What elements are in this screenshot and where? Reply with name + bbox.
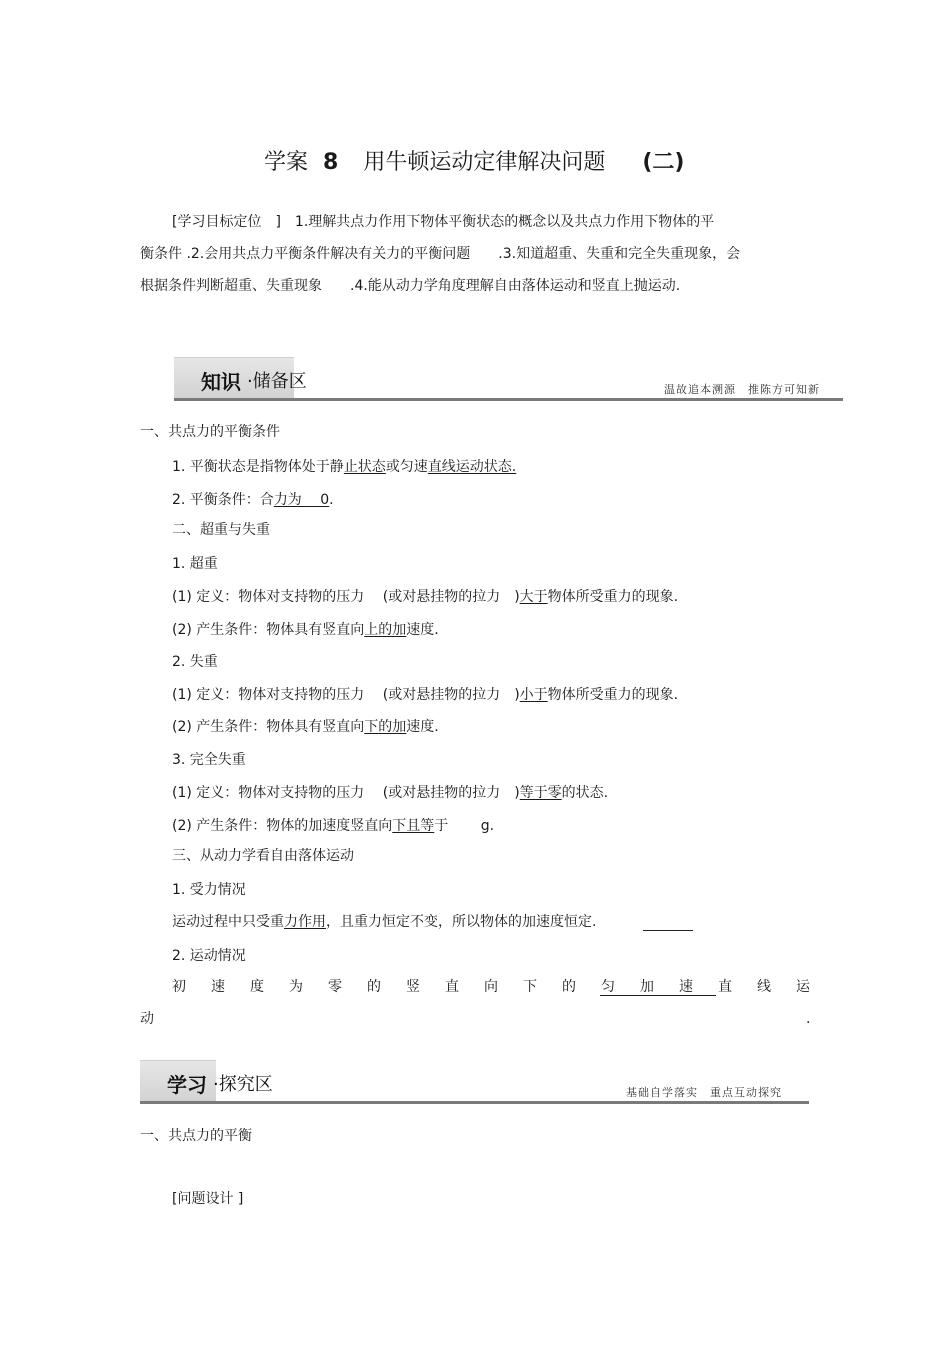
title-part1: 学案 [264, 150, 309, 175]
section-slogan-explore: 基础自学落实 重点互动探究 [626, 1086, 782, 1099]
answer-uniform-linear: 直线运动状态. [427, 459, 517, 475]
objectives-line1: [学习目标定位 ] 1.理解共点力作用下物体平衡状态的概念以及共点力作用下物体的平 [172, 214, 715, 230]
motion-situation-line1: 初 速 度 为 零 的 竖 直 向 下 的 匀 加 速 直 线 运 [172, 979, 810, 995]
objectives-line3: 根据条件判断超重、失重现象 .4.能从动力学角度理解自由落体运动和竖直上抛运动. [140, 278, 681, 294]
weightless-condition: (2) 产生条件：物体具有竖直向下的加速度. [172, 719, 439, 735]
section-divider-explore [140, 1101, 809, 1104]
heading-equilibrium-condition: 一、共点力的平衡条件 [140, 424, 280, 440]
answer-still: 止状态 [343, 459, 386, 475]
motion-situation-line2-end: . [806, 1011, 811, 1027]
section-subtitle-explore: ·探究区 [213, 1074, 273, 1095]
sub-motion-situation: 2. 运动情况 [172, 948, 246, 964]
answer-upward: 上的加 [364, 622, 407, 638]
heading-free-fall: 三、从动力学看自由落体运动 [172, 848, 354, 864]
answer-equal-zero: 等于零 [519, 785, 562, 801]
motion-situation-line2-start: 动 [140, 1011, 154, 1027]
title-part3: (二) [642, 150, 685, 175]
sub-overweight: 1. 超重 [172, 556, 218, 572]
overweight-condition: (2) 产生条件：物体具有竖直向上的加速度. [172, 622, 439, 638]
sub-weightless: 2. 失重 [172, 654, 218, 670]
force-situation-text: 运动过程中只受重力作用，且重力恒定不变，所以物体的加速度恒定. [172, 914, 597, 930]
answer-greater: 大于 [519, 589, 548, 605]
heading-coplanar-equilibrium: 一、共点力的平衡 [140, 1128, 252, 1144]
section-title-explore: 学习 [167, 1073, 207, 1097]
fill-blank-line [643, 917, 693, 931]
complete-weightless-definition: (1) 定义：物体对支持物的压力 (或对悬挂物的拉力 )等于零的状态. [172, 785, 609, 801]
answer-downward: 下的加 [364, 719, 407, 735]
section-title-knowledge: 知识 [201, 370, 241, 394]
section-slogan-knowledge: 温故追本溯源 推陈方可知新 [664, 383, 820, 396]
answer-net-force-zero: 力为 0 [273, 492, 330, 508]
answer-less: 小于 [519, 687, 548, 703]
objectives-line2: 衡条件 .2.会用共点力平衡条件解决有关力的平衡问题 .3.知道超重、失重和完全失重现象，会 [140, 246, 741, 262]
section-subtitle-knowledge: ·储备区 [247, 371, 307, 392]
equilibrium-state-line: 1. 平衡状态是指物体处于静止状态或匀速直线运动状态. [172, 459, 517, 475]
answer-uniform-acceleration-underline [600, 995, 716, 996]
answer-gravity-only: 力作用 [284, 914, 326, 930]
equilibrium-condition-line: 2. 平衡条件：合力为 0. [172, 492, 334, 508]
page-title [264, 149, 684, 177]
section-divider-knowledge [174, 398, 843, 401]
heading-overweight-weightless: 二、超重与失重 [172, 522, 270, 538]
sub-force-situation: 1. 受力情况 [172, 882, 246, 898]
complete-weightless-condition: (2) 产生条件：物体的加速度竖直向下且等于 g. [172, 818, 495, 834]
question-design-label: [问题设计 ] [172, 1191, 244, 1207]
overweight-definition: (1) 定义：物体对支持物的压力 (或对悬挂物的拉力 )大于物体所受重力的现象. [172, 589, 679, 605]
title-part2: 用牛顿运动定律解决问题 [363, 150, 606, 175]
weightless-definition: (1) 定义：物体对支持物的压力 (或对悬挂物的拉力 )小于物体所受重力的现象. [172, 687, 679, 703]
sub-complete-weightless: 3. 完全失重 [172, 752, 246, 768]
title-number: 8 [323, 150, 339, 175]
answer-downward-equal: 下且等 [392, 818, 435, 834]
